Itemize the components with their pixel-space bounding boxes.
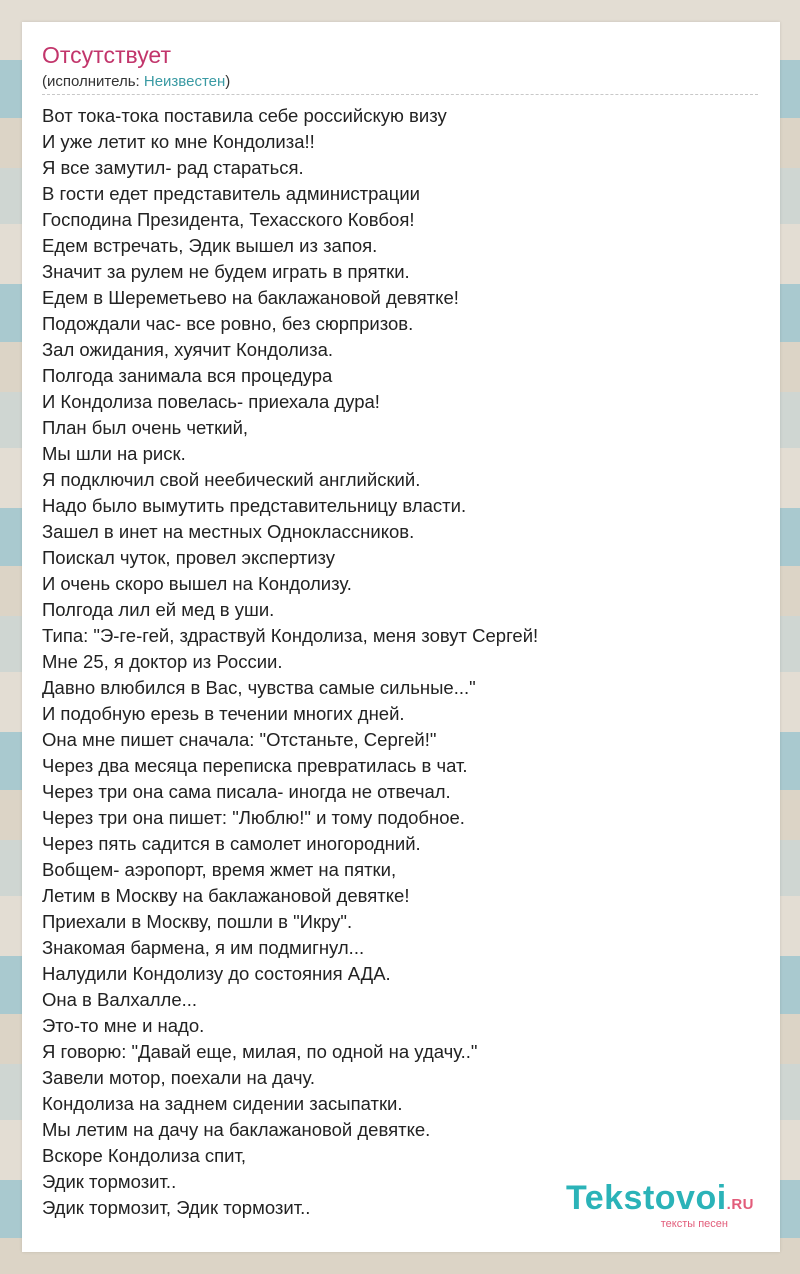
lyrics-card [22,22,780,1252]
lyric-line: Это-то мне и надо. [42,1015,205,1036]
logo-tld: .RU [726,1196,754,1213]
lyric-line: Значит за рулем не будем играть в прятки. [42,261,410,282]
logo-tagline: тексты песен [660,1218,728,1230]
lyric-line: Господина Президента, Техасского Ковбоя! [42,209,415,230]
lyric-line: Через пять садится в самолет иногородний. [42,833,421,854]
lyric-line: Я все замутил- рад стараться. [42,157,304,178]
lyric-line: Приехали в Москву, пошли в "Икру". [42,911,353,932]
lyric-line: Через три она пишет: "Люблю!" и тому подобное. [42,807,465,828]
lyrics-text [42,103,538,1221]
lyric-line: Давно влюбился в Вас, чувства самые сильные..." [42,677,476,698]
lyric-line: Через два месяца переписка превратилась в чат. [42,755,468,776]
lyric-line: Мы летим на дачу на баклажановой девятке. [42,1119,431,1140]
lyric-line: Знакомая бармена, я им подмигнул... [42,937,365,958]
lyric-line: Зашел в инет на местных Одноклассников. [42,521,415,542]
lyric-line: Она в Валхалле... [42,989,198,1010]
lyric-line: Полгода лил ей мед в уши. [42,599,275,620]
lyric-line: Я говорю: "Давай еще, милая, по одной на удачу.." [42,1041,478,1062]
lyric-line: Поискал чуток, провел экспертизу [42,547,336,568]
lyric-line: Она мне пишет сначала: "Отстаньте, Сергей!" [42,729,437,750]
lyric-line: Едем в Шереметьево на баклажановой девятке! [42,287,459,308]
lyric-line: Вобщем- аэропорт, время жмет на пятки, [42,859,397,880]
lyric-line: Надо было вымутить представительницу власти. [42,495,467,516]
title-divider [42,94,758,95]
lyric-line: Вскоре Кондолиза спит, [42,1145,247,1166]
site-logo[interactable] [566,1181,754,1230]
artist-line [42,73,230,90]
lyric-line: Эдик тормозит.. [42,1171,177,1192]
lyric-line: Полгода занимала вся процедура [42,365,333,386]
lyric-line: И подобную ерезь в течении многих дней. [42,703,405,724]
song-title: Отсутствует [42,42,171,68]
lyric-line: Едем встречать, Эдик вышел из запоя. [42,235,378,256]
lyric-line: Мы шли на риск. [42,443,186,464]
lyric-line: Эдик тормозит, Эдик тормозит.. [42,1197,311,1218]
lyric-line: В гости едет представитель администрации [42,183,420,204]
lyric-line: И очень скоро вышел на Кондолизу. [42,573,352,594]
lyric-line: И Кондолиза повелась- приехала дура! [42,391,380,412]
lyric-line: Летим в Москву на баклажановой девятке! [42,885,410,906]
lyric-line: План был очень четкий, [42,417,249,438]
lyric-line: Я подключил свой неебический английский. [42,469,421,490]
lyric-line: Завели мотор, поехали на дачу. [42,1067,316,1088]
lyric-line: Типа: "Э-ге-гей, здраствуй Кондолиза, меня зовут Сергей! [42,625,539,646]
lyric-line: И уже летит ко мне Кондолиза!! [42,131,315,152]
logo-name: Tekstovoi [565,1179,727,1217]
lyric-line: Мне 25, я доктор из России. [42,651,283,672]
lyric-line: Подождали час- все ровно, без сюрпризов. [42,313,414,334]
lyric-line: Через три она сама писала- иногда не отвечал. [42,781,451,802]
artist-suffix: ) [225,73,231,90]
lyric-line: Зал ожидания, хуячит Кондолиза. [42,339,334,360]
artist-prefix: (исполнитель: [42,73,144,90]
lyric-line: Вот тока-тока поставила себе российскую визу [42,105,447,126]
lyric-line: Налудили Кондолизу до состояния АДА. [42,963,391,984]
lyric-line: Кондолиза на заднем сидении засыпатки. [42,1093,403,1114]
artist-link[interactable]: Неизвестен [143,73,226,90]
